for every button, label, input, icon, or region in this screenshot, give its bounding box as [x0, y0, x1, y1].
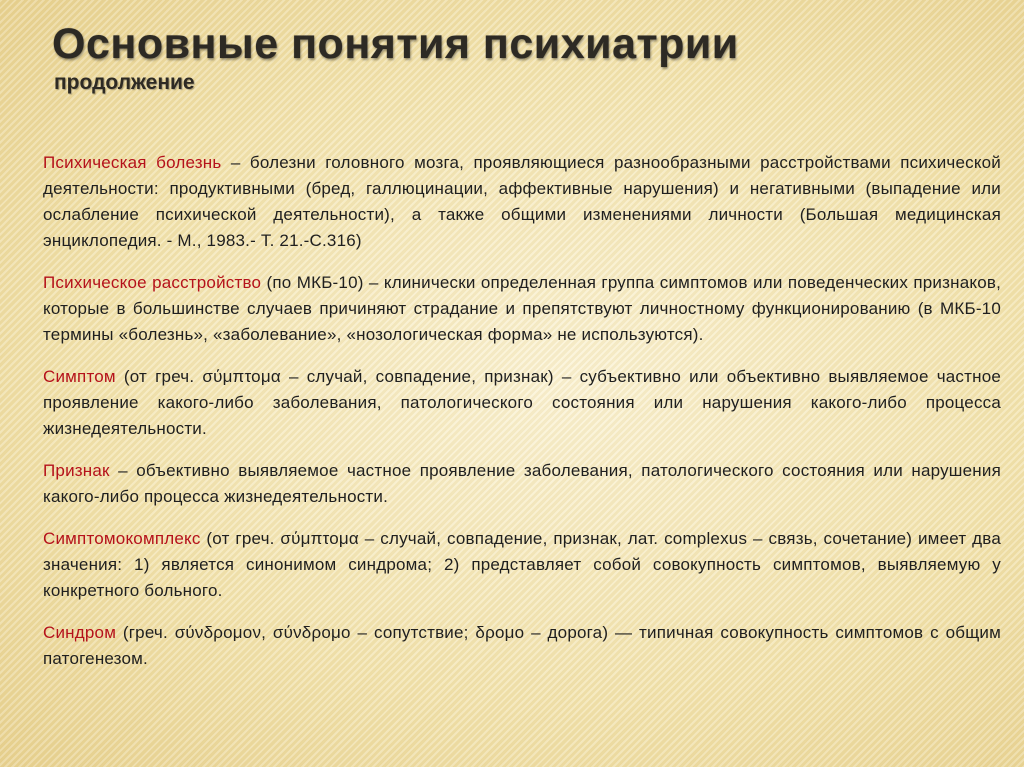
paragraph-symptom — [43, 364, 1001, 442]
definition: – объективно выявляемое частное проявление заболевания, патологического состояния или нарушения какого-либо процесса жизнедеятельности. — [43, 461, 1001, 506]
definition: (от греч. σύμπτομα – случай, совпадение, признак, лат. complexus – связь, сочетание) имеет два значения: 1) является синонимом синдрома; 2) представляет собой совокупность симптомов, выявляемую у конкретного больного. — [43, 529, 1001, 600]
definition: – болезни головного мозга, проявляющиеся разнообразными расстройствами психической деятельности: продуктивными (бред, галлюцинации, аффективные нарушения) и негативными (выпадение или ослабление психической деятельности), а также общими изменениями личности (Большая медицинская энциклопедия. - М., 1983.- Т. 21.-С.316) — [43, 153, 1002, 250]
slide-body — [43, 150, 1001, 688]
term: Симптом — [43, 367, 116, 386]
paragraph-mental-disorder — [43, 270, 1001, 348]
definition: (от греч. σύμπτομα – случай, совпадение, признак) – субъективно или объективно выявляемое частное проявление какого-либо заболевания, патологического состояния или нарушения какого-либо процесса жизнедеятельности. — [43, 367, 1001, 438]
definition: (по МКБ-10) – клинически определенная группа симптомов или поведенческих признаков, которые в большинстве случаев причиняют страдание и препятствуют личностному функционированию (в МКБ-10 термины «болезнь», «заболевание», «нозологическая форма» не используются). — [43, 273, 1001, 344]
term: Психическая болезнь — [43, 153, 222, 172]
slide-title: Основные понятия психиатрии — [52, 20, 739, 68]
paragraph-symptom-complex — [43, 526, 1001, 604]
slide-subtitle: продолжение — [54, 71, 195, 94]
term: Симптомокомплекс — [43, 529, 201, 548]
paragraph-syndrome — [43, 620, 1001, 672]
term: Психическое расстройство — [43, 273, 262, 292]
definition: (греч. σύνδρομον, σύνδρομο – сопутствие; δρομο – дорога) — типичная совокупность симптомов с общим патогенезом. — [43, 623, 1001, 668]
paragraph-mental-illness — [43, 150, 1001, 254]
term: Синдром — [43, 623, 117, 642]
paragraph-sign — [43, 458, 1001, 510]
term: Признак — [43, 461, 110, 480]
